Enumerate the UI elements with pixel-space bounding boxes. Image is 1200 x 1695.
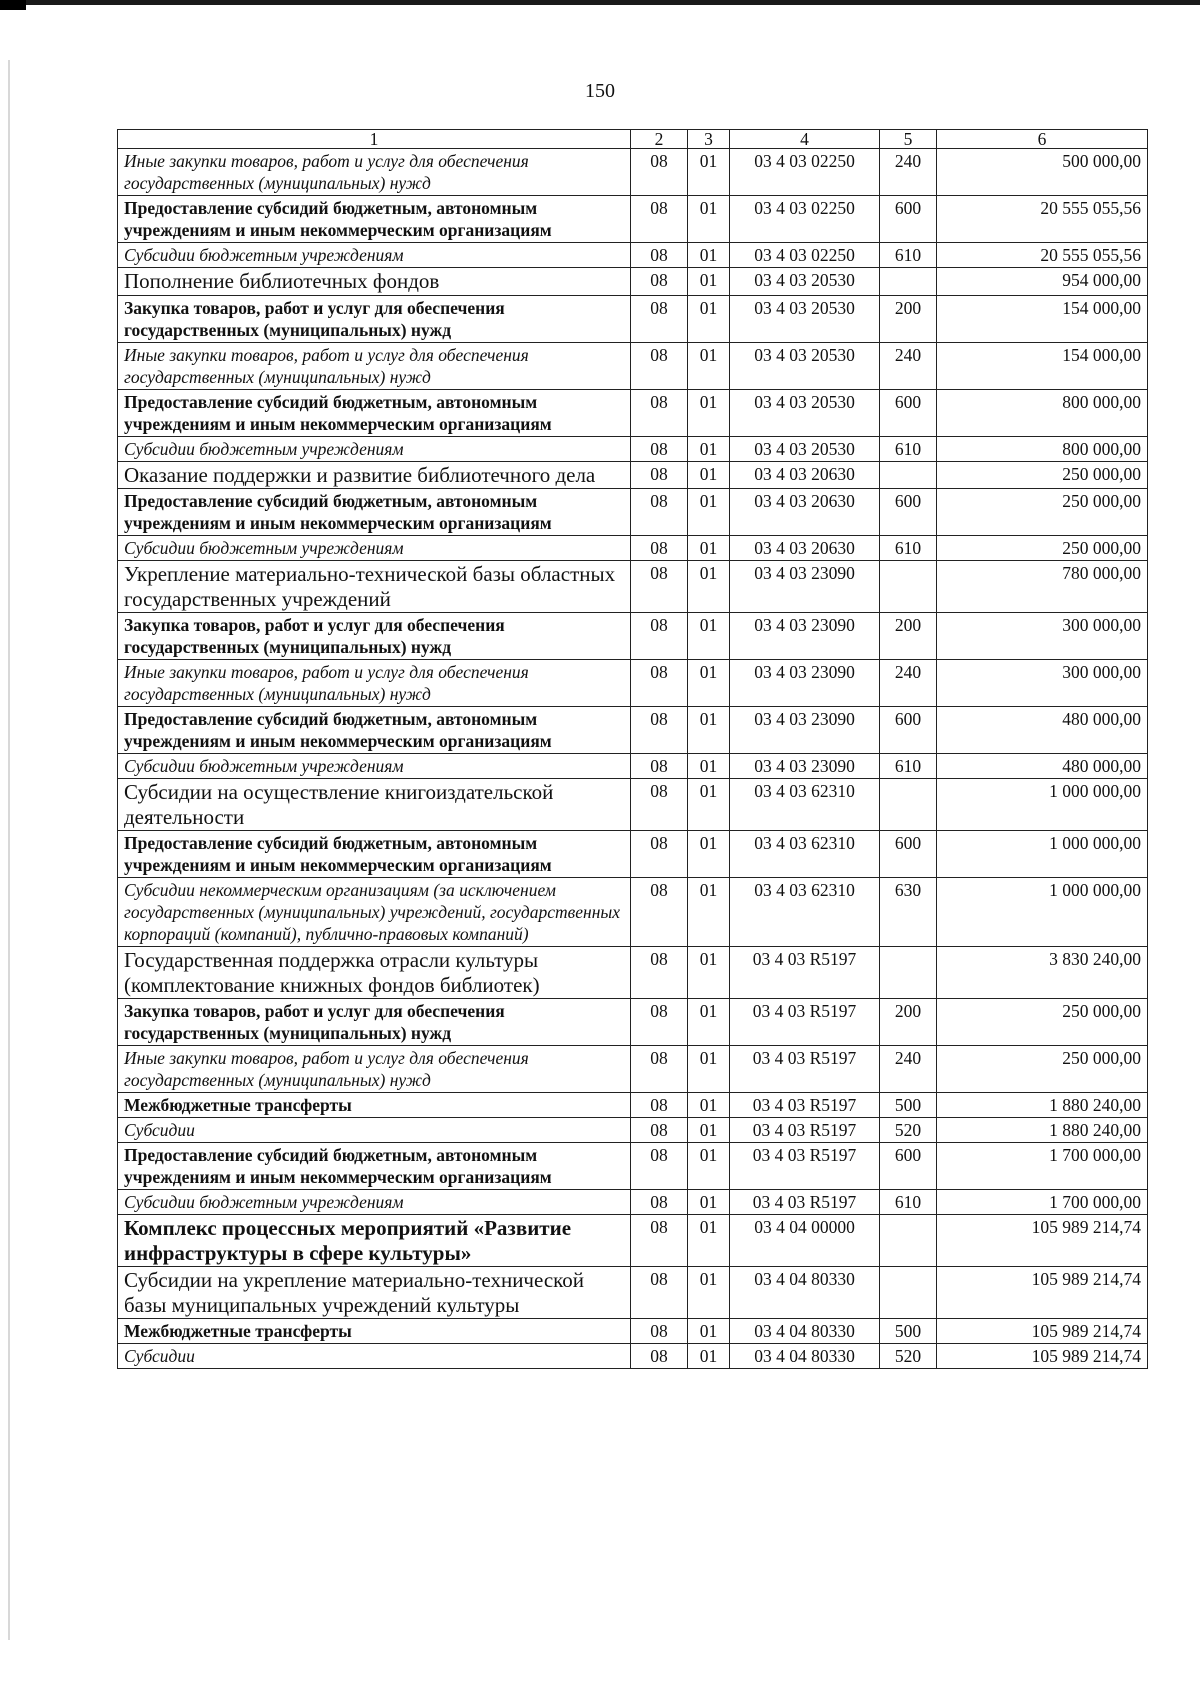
cell-subsection: 01 [688,831,730,878]
cell-name: Закупка товаров, работ и услуг для обеспечения государственных (муниципальных) нужд [118,999,631,1046]
cell-name: Субсидии бюджетным учреждениям [118,436,631,461]
cell-section: 08 [631,1143,688,1190]
header-col-2: 2 [631,130,688,149]
cell-expense-type: 240 [880,660,937,707]
header-col-6: 6 [937,130,1148,149]
header-col-5: 5 [880,130,937,149]
cell-name: Закупка товаров, работ и услуг для обеспечения государственных (муниципальных) нужд [118,295,631,342]
cell-section: 08 [631,779,688,831]
table-row [118,461,1148,489]
cell-amount: 500 000,00 [937,149,1148,196]
cell-amount: 105 989 214,74 [937,1267,1148,1319]
table-row [118,831,1148,878]
cell-name: Субсидии бюджетным учреждениям [118,1190,631,1215]
cell-name: Укрепление материально-технической базы областных государственных учреждений [118,561,631,613]
cell-target-code: 03 4 03 62310 [730,779,880,831]
cell-expense-type: 200 [880,999,937,1046]
cell-amount: 800 000,00 [937,389,1148,436]
budget-table [117,129,1148,1369]
cell-section: 08 [631,999,688,1046]
table-row [118,243,1148,268]
cell-name: Межбюджетные трансферты [118,1093,631,1118]
table-row [118,660,1148,707]
header-col-1: 1 [118,130,631,149]
cell-section: 08 [631,1190,688,1215]
table-row [118,1046,1148,1093]
cell-amount: 250 000,00 [937,999,1148,1046]
cell-amount: 105 989 214,74 [937,1344,1148,1369]
cell-amount: 300 000,00 [937,613,1148,660]
cell-expense-type: 240 [880,1046,937,1093]
cell-subsection: 01 [688,268,730,296]
cell-expense-type [880,461,937,489]
cell-section: 08 [631,1046,688,1093]
cell-amount: 480 000,00 [937,754,1148,779]
cell-name: Межбюджетные трансферты [118,1319,631,1344]
cell-amount: 105 989 214,74 [937,1215,1148,1267]
cell-target-code: 03 4 03 R5197 [730,1190,880,1215]
cell-subsection: 01 [688,1046,730,1093]
table-row [118,878,1148,947]
cell-section: 08 [631,243,688,268]
table-row [118,561,1148,613]
cell-section: 08 [631,613,688,660]
cell-name: Закупка товаров, работ и услуг для обеспечения государственных (муниципальных) нужд [118,613,631,660]
cell-name: Иные закупки товаров, работ и услуг для обеспечения государственных (муниципальных) нужд [118,660,631,707]
cell-subsection: 01 [688,999,730,1046]
cell-name: Субсидии [118,1118,631,1143]
table-row [118,389,1148,436]
cell-subsection: 01 [688,489,730,536]
cell-name: Государственная поддержка отрасли культуры (комплектование книжных фондов библиотек) [118,947,631,999]
cell-amount: 800 000,00 [937,436,1148,461]
cell-expense-type: 600 [880,1143,937,1190]
cell-expense-type: 630 [880,878,937,947]
cell-section: 08 [631,489,688,536]
cell-expense-type: 600 [880,389,937,436]
cell-section: 08 [631,754,688,779]
cell-section: 08 [631,295,688,342]
cell-subsection: 01 [688,196,730,243]
cell-name: Предоставление субсидий бюджетным, автономным учреждениям и иным некоммерческим организациям [118,389,631,436]
table-row [118,707,1148,754]
cell-target-code: 03 4 04 80330 [730,1344,880,1369]
cell-subsection: 01 [688,536,730,561]
cell-expense-type: 520 [880,1118,937,1143]
cell-subsection: 01 [688,754,730,779]
table-row [118,1319,1148,1344]
cell-expense-type: 240 [880,342,937,389]
cell-section: 08 [631,1118,688,1143]
cell-amount: 1 880 240,00 [937,1093,1148,1118]
cell-section: 08 [631,878,688,947]
cell-subsection: 01 [688,1143,730,1190]
cell-subsection: 01 [688,389,730,436]
cell-name: Иные закупки товаров, работ и услуг для обеспечения государственных (муниципальных) нужд [118,1046,631,1093]
cell-subsection: 01 [688,149,730,196]
table-row [118,1093,1148,1118]
cell-name: Субсидии бюджетным учреждениям [118,243,631,268]
cell-target-code: 03 4 03 R5197 [730,1093,880,1118]
cell-target-code: 03 4 03 20630 [730,489,880,536]
cell-expense-type [880,561,937,613]
cell-section: 08 [631,268,688,296]
cell-name: Комплекс процессных мероприятий «Развитие инфраструктуры в сфере культуры» [118,1215,631,1267]
cell-amount: 154 000,00 [937,342,1148,389]
cell-expense-type [880,779,937,831]
cell-subsection: 01 [688,779,730,831]
cell-target-code: 03 4 03 R5197 [730,999,880,1046]
cell-target-code: 03 4 03 R5197 [730,1143,880,1190]
cell-subsection: 01 [688,707,730,754]
cell-expense-type: 610 [880,436,937,461]
cell-section: 08 [631,149,688,196]
cell-name: Предоставление субсидий бюджетным, автономным учреждениям и иным некоммерческим организациям [118,707,631,754]
cell-amount: 20 555 055,56 [937,243,1148,268]
cell-target-code: 03 4 03 R5197 [730,1118,880,1143]
table-row [118,1118,1148,1143]
cell-target-code: 03 4 03 23090 [730,613,880,660]
cell-target-code: 03 4 03 20630 [730,536,880,561]
table-row [118,779,1148,831]
cell-section: 08 [631,1093,688,1118]
cell-name: Субсидии бюджетным учреждениям [118,536,631,561]
cell-target-code: 03 4 03 23090 [730,707,880,754]
cell-target-code: 03 4 04 00000 [730,1215,880,1267]
cell-section: 08 [631,461,688,489]
cell-amount: 105 989 214,74 [937,1319,1148,1344]
cell-name: Оказание поддержки и развитие библиотечного дела [118,461,631,489]
cell-target-code: 03 4 03 R5197 [730,947,880,999]
cell-amount: 1 700 000,00 [937,1143,1148,1190]
cell-target-code: 03 4 03 02250 [730,149,880,196]
table-header-row [118,130,1148,149]
table-row [118,1215,1148,1267]
cell-expense-type: 240 [880,149,937,196]
cell-amount: 1 000 000,00 [937,878,1148,947]
cell-expense-type: 520 [880,1344,937,1369]
cell-subsection: 01 [688,660,730,707]
cell-section: 08 [631,831,688,878]
cell-subsection: 01 [688,1190,730,1215]
cell-section: 08 [631,660,688,707]
cell-name: Субсидии на укрепление материально-технической базы муниципальных учреждений культуры [118,1267,631,1319]
cell-amount: 250 000,00 [937,489,1148,536]
table-row [118,149,1148,196]
table-row [118,1143,1148,1190]
cell-expense-type: 600 [880,831,937,878]
cell-target-code: 03 4 03 20630 [730,461,880,489]
cell-subsection: 01 [688,947,730,999]
cell-amount: 250 000,00 [937,1046,1148,1093]
cell-name: Предоставление субсидий бюджетным, автономным учреждениям и иным некоммерческим организациям [118,1143,631,1190]
table-row [118,295,1148,342]
scan-border-left [8,60,10,1640]
cell-name: Предоставление субсидий бюджетным, автономным учреждениям и иным некоммерческим организациям [118,489,631,536]
cell-expense-type: 500 [880,1093,937,1118]
cell-expense-type: 200 [880,613,937,660]
table-row [118,436,1148,461]
cell-target-code: 03 4 03 62310 [730,831,880,878]
cell-section: 08 [631,436,688,461]
cell-expense-type: 600 [880,489,937,536]
cell-target-code: 03 4 03 R5197 [730,1046,880,1093]
table-row [118,999,1148,1046]
cell-name: Пополнение библиотечных фондов [118,268,631,296]
cell-name: Предоставление субсидий бюджетным, автономным учреждениям и иным некоммерческим организациям [118,831,631,878]
table-row [118,754,1148,779]
cell-expense-type: 610 [880,754,937,779]
cell-amount: 1 000 000,00 [937,831,1148,878]
cell-target-code: 03 4 03 20530 [730,295,880,342]
header-col-4: 4 [730,130,880,149]
cell-subsection: 01 [688,878,730,947]
table-row [118,268,1148,296]
cell-expense-type: 500 [880,1319,937,1344]
cell-target-code: 03 4 04 80330 [730,1319,880,1344]
table-row [118,342,1148,389]
cell-subsection: 01 [688,342,730,389]
cell-target-code: 03 4 03 23090 [730,660,880,707]
cell-target-code: 03 4 03 20530 [730,342,880,389]
cell-section: 08 [631,1215,688,1267]
cell-subsection: 01 [688,561,730,613]
cell-expense-type [880,1215,937,1267]
table-row [118,196,1148,243]
cell-subsection: 01 [688,1319,730,1344]
table-body [118,149,1148,1369]
cell-section: 08 [631,707,688,754]
cell-expense-type [880,1267,937,1319]
cell-subsection: 01 [688,295,730,342]
page-number: 150 [585,80,615,102]
cell-subsection: 01 [688,1215,730,1267]
cell-subsection: 01 [688,461,730,489]
cell-subsection: 01 [688,1093,730,1118]
cell-target-code: 03 4 04 80330 [730,1267,880,1319]
scan-mark-corner [0,0,26,10]
cell-subsection: 01 [688,613,730,660]
cell-amount: 480 000,00 [937,707,1148,754]
cell-expense-type: 600 [880,196,937,243]
cell-amount: 250 000,00 [937,461,1148,489]
table-row [118,1344,1148,1369]
table-row [118,489,1148,536]
cell-target-code: 03 4 03 23090 [730,561,880,613]
cell-amount: 250 000,00 [937,536,1148,561]
cell-target-code: 03 4 03 02250 [730,243,880,268]
cell-expense-type [880,947,937,999]
cell-expense-type [880,268,937,296]
cell-target-code: 03 4 03 20530 [730,268,880,296]
table-row [118,1267,1148,1319]
cell-name: Субсидии на осуществление книгоиздательской деятельности [118,779,631,831]
cell-expense-type: 610 [880,536,937,561]
cell-amount: 1 880 240,00 [937,1118,1148,1143]
cell-target-code: 03 4 03 20530 [730,436,880,461]
cell-section: 08 [631,1267,688,1319]
table-row [118,1190,1148,1215]
cell-amount: 20 555 055,56 [937,196,1148,243]
cell-target-code: 03 4 03 02250 [730,196,880,243]
cell-amount: 154 000,00 [937,295,1148,342]
cell-subsection: 01 [688,1118,730,1143]
cell-name: Иные закупки товаров, работ и услуг для обеспечения государственных (муниципальных) нужд [118,149,631,196]
cell-amount: 954 000,00 [937,268,1148,296]
cell-name: Субсидии бюджетным учреждениям [118,754,631,779]
cell-name: Субсидии [118,1344,631,1369]
cell-amount: 1 700 000,00 [937,1190,1148,1215]
table-row [118,536,1148,561]
cell-expense-type: 610 [880,1190,937,1215]
cell-section: 08 [631,196,688,243]
cell-section: 08 [631,947,688,999]
table-row [118,613,1148,660]
cell-subsection: 01 [688,1267,730,1319]
cell-name: Предоставление субсидий бюджетным, автономным учреждениям и иным некоммерческим организациям [118,196,631,243]
cell-expense-type: 200 [880,295,937,342]
cell-subsection: 01 [688,1344,730,1369]
cell-amount: 1 000 000,00 [937,779,1148,831]
cell-subsection: 01 [688,243,730,268]
cell-name: Иные закупки товаров, работ и услуг для обеспечения государственных (муниципальных) нужд [118,342,631,389]
scan-border-top [0,0,1200,5]
cell-target-code: 03 4 03 62310 [730,878,880,947]
cell-section: 08 [631,342,688,389]
table-row [118,947,1148,999]
cell-section: 08 [631,1319,688,1344]
cell-target-code: 03 4 03 23090 [730,754,880,779]
cell-amount: 300 000,00 [937,660,1148,707]
cell-section: 08 [631,1344,688,1369]
cell-section: 08 [631,389,688,436]
cell-amount: 780 000,00 [937,561,1148,613]
cell-amount: 3 830 240,00 [937,947,1148,999]
cell-expense-type: 610 [880,243,937,268]
cell-expense-type: 600 [880,707,937,754]
cell-target-code: 03 4 03 20530 [730,389,880,436]
header-col-3: 3 [688,130,730,149]
cell-subsection: 01 [688,436,730,461]
cell-name: Субсидии некоммерческим организациям (за исключением государственных (муниципальных) учреждений, государственных корпораций (компаний), публично-правовых компаний) [118,878,631,947]
cell-section: 08 [631,561,688,613]
cell-section: 08 [631,536,688,561]
